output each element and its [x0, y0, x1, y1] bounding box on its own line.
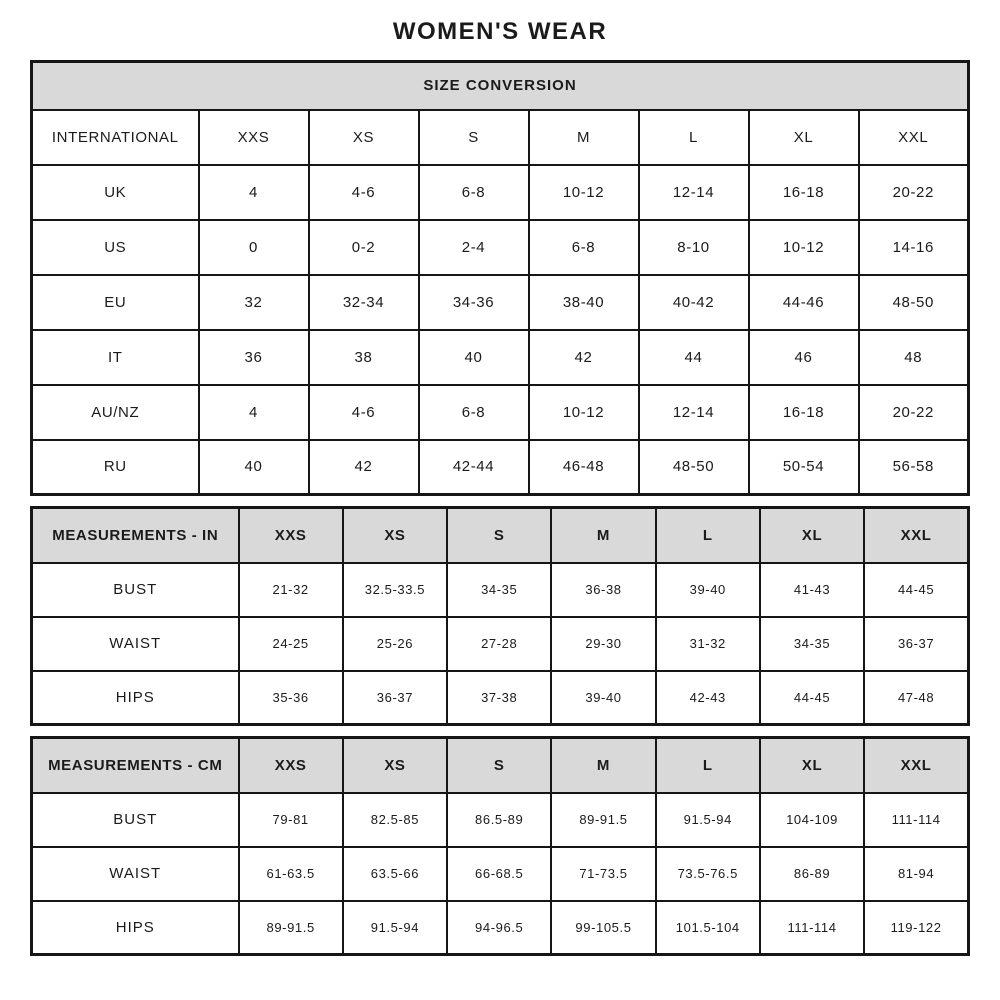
- size-value-cell: 56-58: [859, 440, 969, 495]
- size-value-cell: 36: [199, 330, 309, 385]
- row-label: HIPS: [32, 901, 239, 955]
- measurement-value-cell: 94-96.5: [447, 901, 551, 955]
- row-label: UK: [32, 165, 199, 220]
- measurement-value-cell: 91.5-94: [343, 901, 447, 955]
- size-value-cell: 42: [309, 440, 419, 495]
- size-value-cell: 12-14: [639, 165, 749, 220]
- row-label: EU: [32, 275, 199, 330]
- size-value-cell: 0: [199, 220, 309, 275]
- measurement-value-cell: 111-114: [864, 793, 968, 847]
- size-value-cell: 4: [199, 165, 309, 220]
- table-row-waist-cm: [32, 847, 969, 901]
- size-value-cell: 34-36: [419, 275, 529, 330]
- column-header-s: S: [447, 508, 551, 563]
- table-row-waist-in: [32, 617, 969, 671]
- measurement-value-cell: 89-91.5: [239, 901, 343, 955]
- column-header-m: M: [551, 738, 655, 793]
- column-header-xxl: XXL: [864, 508, 968, 563]
- table-row-hips-cm: [32, 901, 969, 955]
- measurement-value-cell: 81-94: [864, 847, 968, 901]
- size-value-cell: 2-4: [419, 220, 529, 275]
- size-value-cell: 20-22: [859, 385, 969, 440]
- table-row-uk: [32, 165, 969, 220]
- row-label: WAIST: [32, 617, 239, 671]
- measurement-value-cell: 36-37: [343, 671, 447, 725]
- measurement-value-cell: 104-109: [760, 793, 864, 847]
- measurement-value-cell: 82.5-85: [343, 793, 447, 847]
- column-header-xs: XS: [309, 110, 419, 165]
- size-value-cell: 46: [749, 330, 859, 385]
- column-header-s: S: [447, 738, 551, 793]
- size-value-cell: 4-6: [309, 385, 419, 440]
- size-value-cell: 50-54: [749, 440, 859, 495]
- measurement-value-cell: 37-38: [447, 671, 551, 725]
- measurement-value-cell: 34-35: [447, 563, 551, 617]
- column-header-xxl: XXL: [859, 110, 969, 165]
- size-value-cell: 48-50: [639, 440, 749, 495]
- measurement-value-cell: 36-38: [551, 563, 655, 617]
- measurement-value-cell: 111-114: [760, 901, 864, 955]
- column-header-s: S: [419, 110, 529, 165]
- table-row-ru: [32, 440, 969, 495]
- size-value-cell: 0-2: [309, 220, 419, 275]
- size-value-cell: 10-12: [529, 165, 639, 220]
- row-label: US: [32, 220, 199, 275]
- size-value-cell: 48: [859, 330, 969, 385]
- column-header-xxs: XXS: [239, 738, 343, 793]
- measurements-in-table: [30, 506, 970, 726]
- column-header-xl: XL: [760, 738, 864, 793]
- size-value-cell: 40: [419, 330, 529, 385]
- size-value-cell: 14-16: [859, 220, 969, 275]
- measurement-value-cell: 32.5-33.5: [343, 563, 447, 617]
- size-value-cell: 32: [199, 275, 309, 330]
- measurement-value-cell: 42-43: [656, 671, 760, 725]
- size-value-cell: 10-12: [749, 220, 859, 275]
- measurement-value-cell: 86-89: [760, 847, 864, 901]
- size-value-cell: 48-50: [859, 275, 969, 330]
- column-header-l: L: [656, 738, 760, 793]
- size-value-cell: 16-18: [749, 385, 859, 440]
- size-conversion-title: SIZE CONVERSION: [32, 62, 969, 110]
- row-label: WAIST: [32, 847, 239, 901]
- table-row-bust-in: [32, 563, 969, 617]
- measurement-value-cell: 101.5-104: [656, 901, 760, 955]
- size-value-cell: 38-40: [529, 275, 639, 330]
- measurement-value-cell: 89-91.5: [551, 793, 655, 847]
- measurement-value-cell: 73.5-76.5: [656, 847, 760, 901]
- size-conversion-header-row: [32, 110, 969, 165]
- size-value-cell: 6-8: [419, 165, 529, 220]
- measurement-value-cell: 79-81: [239, 793, 343, 847]
- measurement-value-cell: 119-122: [864, 901, 968, 955]
- size-value-cell: 40-42: [639, 275, 749, 330]
- measurements-in-title: MEASUREMENTS - IN: [32, 508, 239, 563]
- column-header-xl: XL: [749, 110, 859, 165]
- measurement-value-cell: 34-35: [760, 617, 864, 671]
- size-value-cell: 44: [639, 330, 749, 385]
- size-value-cell: 6-8: [529, 220, 639, 275]
- size-value-cell: 12-14: [639, 385, 749, 440]
- size-value-cell: 16-18: [749, 165, 859, 220]
- size-value-cell: 10-12: [529, 385, 639, 440]
- table-row-it: [32, 330, 969, 385]
- measurement-value-cell: 24-25: [239, 617, 343, 671]
- measurement-value-cell: 91.5-94: [656, 793, 760, 847]
- measurement-value-cell: 47-48: [864, 671, 968, 725]
- table-row-bust-cm: [32, 793, 969, 847]
- size-value-cell: 4: [199, 385, 309, 440]
- measurement-value-cell: 21-32: [239, 563, 343, 617]
- column-header-xxs: XXS: [239, 508, 343, 563]
- measurement-value-cell: 31-32: [656, 617, 760, 671]
- size-value-cell: 46-48: [529, 440, 639, 495]
- measurement-value-cell: 86.5-89: [447, 793, 551, 847]
- column-header-xxs: XXS: [199, 110, 309, 165]
- column-header-xxl: XXL: [864, 738, 968, 793]
- size-value-cell: 32-34: [309, 275, 419, 330]
- column-header-l: L: [639, 110, 749, 165]
- column-header-international: INTERNATIONAL: [32, 110, 199, 165]
- table-row-hips-in: [32, 671, 969, 725]
- size-conversion-banner-row: [32, 62, 969, 110]
- size-conversion-table: [30, 60, 970, 496]
- row-label: AU/NZ: [32, 385, 199, 440]
- size-value-cell: 20-22: [859, 165, 969, 220]
- row-label: HIPS: [32, 671, 239, 725]
- measurement-value-cell: 61-63.5: [239, 847, 343, 901]
- column-header-m: M: [551, 508, 655, 563]
- measurement-value-cell: 27-28: [447, 617, 551, 671]
- measurement-value-cell: 44-45: [864, 563, 968, 617]
- measurements-cm-header-row: [32, 738, 969, 793]
- measurement-value-cell: 71-73.5: [551, 847, 655, 901]
- row-label: BUST: [32, 793, 239, 847]
- column-header-xs: XS: [343, 738, 447, 793]
- row-label: BUST: [32, 563, 239, 617]
- measurement-value-cell: 39-40: [551, 671, 655, 725]
- size-value-cell: 4-6: [309, 165, 419, 220]
- page-title: WOMEN'S WEAR: [392, 18, 608, 45]
- measurement-value-cell: 66-68.5: [447, 847, 551, 901]
- measurements-in-header-row: [32, 508, 969, 563]
- measurements-cm-table: [30, 736, 970, 956]
- column-header-xl: XL: [760, 508, 864, 563]
- table-row-eu: [32, 275, 969, 330]
- size-value-cell: 38: [309, 330, 419, 385]
- measurement-value-cell: 35-36: [239, 671, 343, 725]
- table-row-aunz: [32, 385, 969, 440]
- table-row-us: [32, 220, 969, 275]
- size-value-cell: 8-10: [639, 220, 749, 275]
- measurement-value-cell: 29-30: [551, 617, 655, 671]
- measurement-value-cell: 41-43: [760, 563, 864, 617]
- column-header-m: M: [529, 110, 639, 165]
- size-value-cell: 40: [199, 440, 309, 495]
- measurement-value-cell: 25-26: [343, 617, 447, 671]
- size-value-cell: 6-8: [419, 385, 529, 440]
- size-value-cell: 44-46: [749, 275, 859, 330]
- size-value-cell: 42-44: [419, 440, 529, 495]
- measurement-value-cell: 36-37: [864, 617, 968, 671]
- column-header-xs: XS: [343, 508, 447, 563]
- measurements-cm-title: MEASUREMENTS - CM: [32, 738, 239, 793]
- row-label: IT: [32, 330, 199, 385]
- measurement-value-cell: 44-45: [760, 671, 864, 725]
- size-value-cell: 42: [529, 330, 639, 385]
- column-header-l: L: [656, 508, 760, 563]
- measurement-value-cell: 39-40: [656, 563, 760, 617]
- row-label: RU: [32, 440, 199, 495]
- measurement-value-cell: 63.5-66: [343, 847, 447, 901]
- measurement-value-cell: 99-105.5: [551, 901, 655, 955]
